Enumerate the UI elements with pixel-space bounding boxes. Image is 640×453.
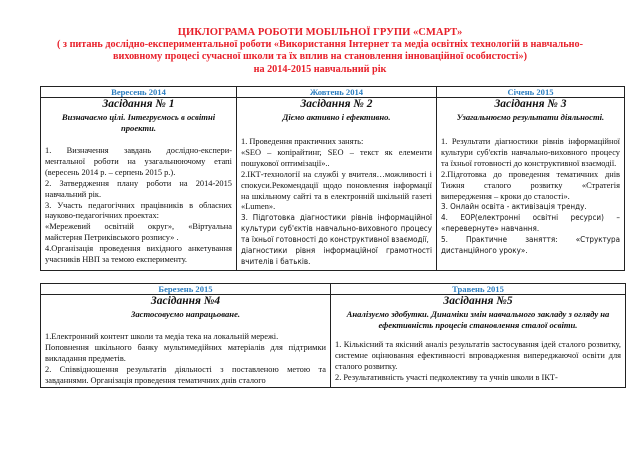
meeting-title: Засідання № 1 xyxy=(102,98,175,110)
academic-year: на 2014-2015 навчальний рік xyxy=(253,63,387,75)
meeting-row xyxy=(41,295,626,388)
meeting-agenda xyxy=(441,137,620,257)
meeting-cell-3 xyxy=(437,98,625,271)
agenda-item: 1.Електронний контент школи та медіа тека на локальній мережі. xyxy=(45,332,279,341)
meeting-title: Засідання №4 xyxy=(150,295,221,307)
agenda-item: 1. Визначення завдань дослідно-експери-ментальної роботи на узагальнюючому етапі (вересень 2014 р. – серпень 2015 р.). xyxy=(45,146,232,177)
meeting-motto: Визначаємо цілі. Інтегруємось в освітні проекти. xyxy=(61,112,216,133)
meeting-cell-1 xyxy=(41,98,237,271)
agenda-item: «SEO – копірайтинг, SEO – текст як елементи пошукової оптимізації».. xyxy=(241,147,432,168)
meeting-agenda xyxy=(45,332,326,387)
meeting-cell-5 xyxy=(331,295,626,388)
meeting-agenda xyxy=(45,146,232,266)
document-subtitle-line-2: виховному процесі сучасної школи та їх вплив на становлення інноваційної особистості») xyxy=(113,51,527,63)
agenda-item: 1. Кількісний та якісний аналіз результатів застосування ідей сталого розвитку, системне оцінювання ефективності впровадження випереджаючої освіти для сталого розвитку. xyxy=(335,340,621,371)
agenda-item: 2. Затвердження плану роботи на 2014-2015 навчальний рік. xyxy=(45,178,232,199)
agenda-item: діагностики рівня інформаційної грамотності вчителів і батьків. xyxy=(241,246,432,266)
agenda-item: 4.Організація проведення вихідного анкетування учасників НВП за темою експерименту. xyxy=(45,244,232,265)
meeting-title: Засідання №5 xyxy=(443,295,513,307)
agenda-item: Поповнення шкільного банку мультимедійних матеріалів для підтримки викладання предметів. xyxy=(45,342,326,363)
document-subtitle-line-1: ( з питань дослідно-експериментальної роботи «Використання Інтернет та медіа освітніх технологій в навчально- xyxy=(56,39,584,51)
month-header-may: Травень 2015 xyxy=(331,284,626,295)
meeting-agenda xyxy=(241,137,432,268)
agenda-item: 5. Практичне заняття: «Структура дистанційного уроку». xyxy=(441,235,620,256)
agenda-item: 2. Співвідношення результатів діяльності з поставленою метою та завданнями. Організація проведення тематичних днів сталого xyxy=(45,364,326,385)
agenda-item: 2.ІКТ-технології на службі у вчителя…можливості і спокуси.Рекомендації щодо поновлення інформації на шкільному сайті та в електронній шкільній газеті «Lumen». xyxy=(241,169,432,212)
agenda-item: 1. Результати діагностики рівнів інформаційної культури суб'єктів навчально-виховного процесу та їхньої готовності до конструктивної взаємодії. xyxy=(441,137,620,168)
meeting-agenda xyxy=(335,340,621,384)
agenda-item: 3. Підготовка діагностики рівнів інформаційної культури суб'єктів навчально-виховного процесу та їхньої готовності до конструктивної взаємодії, xyxy=(241,213,432,245)
schedule-table-2 xyxy=(40,283,626,388)
month-row xyxy=(41,87,625,98)
agenda-item: 2.Підготовка до проведення тематичних днів Тижня сталого розвитку «Стратегія випередження – кроки до сталості». xyxy=(441,169,620,201)
meeting-row xyxy=(41,98,625,271)
agenda-item: «Мережевий освітній округ», «Віртуальна майстерня Петриківського розпису» . xyxy=(45,222,232,243)
month-header-march: Березень 2015 xyxy=(41,284,331,295)
meeting-motto: Діємо активно і ефективно. xyxy=(282,112,391,122)
document-title: ЦИКЛОГРАМА РОБОТИ МОБІЛЬНОЇ ГРУПИ «СМАРТ» xyxy=(177,27,463,38)
meeting-motto: Узагальнюємо результати діяльності. xyxy=(456,112,605,122)
month-header-january: Січень 2015 xyxy=(437,87,625,98)
document-header xyxy=(0,27,640,76)
schedule-table-1 xyxy=(40,86,625,271)
meeting-cell-2 xyxy=(237,98,437,271)
agenda-item: 3. Онлайн освіта - активізація тренду. xyxy=(441,202,587,212)
agenda-item: 4. ЕОР(електронні освітні ресурси) – «перевернуте» навчання. xyxy=(441,213,620,234)
month-row xyxy=(41,284,626,295)
agenda-item: 1. Проведення практичних занять: xyxy=(241,137,364,146)
meeting-motto: Аналізуємо здобутки. Динаміки змін навчального закладу з огляду на ефективність процесів становлення сталої освіти. xyxy=(346,309,610,330)
meeting-title: Засідання № 2 xyxy=(300,98,373,110)
month-header-october: Жовтень 2014 xyxy=(237,87,437,98)
agenda-item: 2. Результативність участі педколективу та учнів школи в ІКТ- xyxy=(335,372,558,382)
agenda-item: 3. Участь педагогічних працівників в обласних науково-педагогічних проектах: xyxy=(45,200,232,221)
meeting-motto: Застосовуємо напрацьоване. xyxy=(130,309,241,319)
meeting-title: Засідання № 3 xyxy=(494,98,567,110)
month-header-september: Вересень 2014 xyxy=(41,87,237,98)
meeting-cell-4 xyxy=(41,295,331,388)
